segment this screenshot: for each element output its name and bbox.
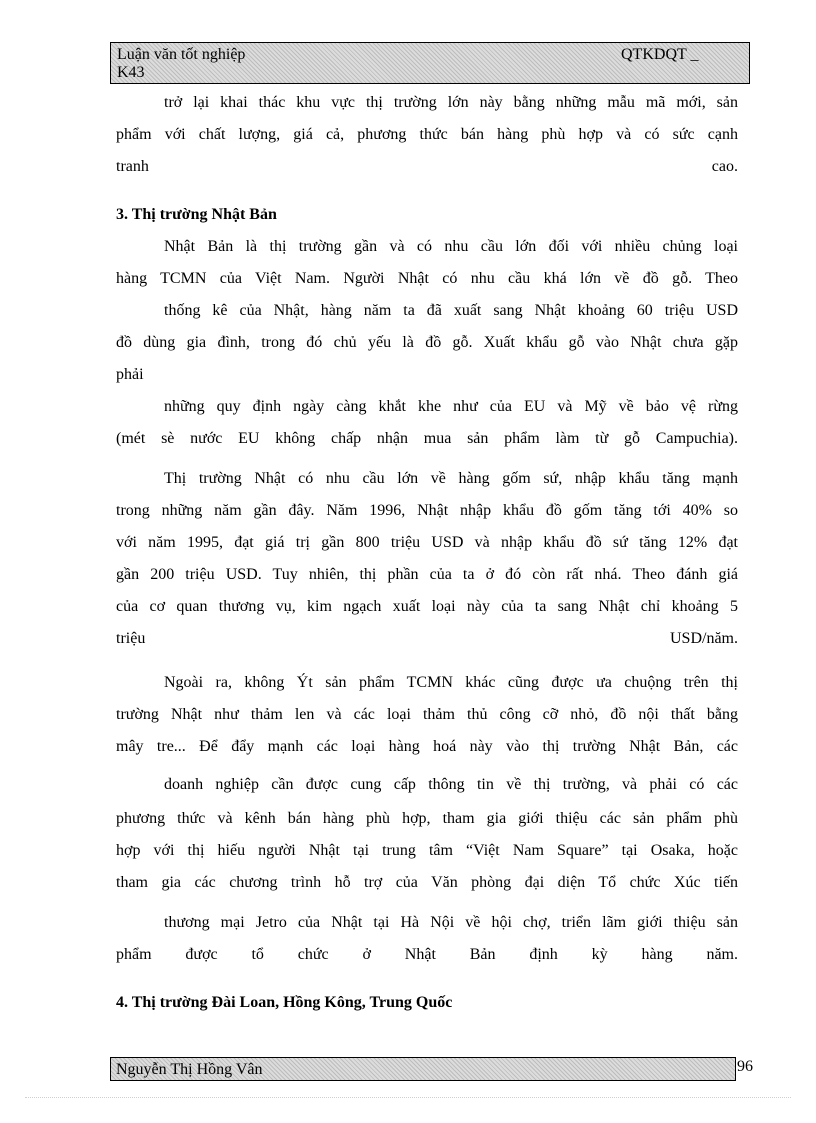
page-footer <box>110 1057 736 1081</box>
text-line: phẩm được tổ chức ở Nhật Bản định kỳ hàng năm. <box>116 946 738 963</box>
author-name: Nguyễn Thị Hồng Vân <box>116 1061 263 1078</box>
text-line: Nhật Bản là thị trường gần và có nhu cầu lớn đối với nhiều chủng loại <box>164 238 738 255</box>
text-line: trường Nhật như thảm len và các loại thảm thủ công cỡ nhỏ, đồ nội thất bằng <box>116 706 738 723</box>
text-line: tham gia các chương trình hỗ trợ của Văn phòng đại diện Tổ chức Xúc tiến <box>116 874 738 891</box>
text-line: Thị trường Nhật có nhu cầu lớn về hàng gốm sứ, nhập khẩu tăng mạnh <box>164 470 738 487</box>
text-line: của cơ quan thương vụ, kim ngạch xuất loại này của ta sang Nhật chỉ khoảng 5 <box>116 598 738 615</box>
page-number: 96 <box>737 1058 753 1075</box>
header-left <box>117 46 245 82</box>
text-line: mây tre... Để đẩy mạnh các loại hàng hoá này vào thị trường Nhật Bản, các <box>116 738 738 755</box>
text-fragment: tranh <box>116 158 149 175</box>
text-line: (mét sè nước EU không chấp nhận mua sản phẩm làm từ gỗ Campuchia). <box>116 430 738 447</box>
text-line: phải <box>116 366 144 383</box>
text-line: thương mại Jetro của Nhật tại Hà Nội về hội chợ, triển lãm giới thiệu sản <box>164 914 738 931</box>
text-line: hợp với thị hiếu người Nhật tại trung tâm “Việt Nam Square” tại Osaka, hoặc <box>116 842 738 859</box>
header-right: QTKDQT _ <box>621 46 699 63</box>
text-line: phẩm với chất lượng, giá cả, phương thức bán hàng phù hợp và có sức cạnh <box>116 126 738 143</box>
text-line: hàng TCMN của Việt Nam. Người Nhật có nhu cầu khá lớn về đồ gỗ. Theo <box>116 270 738 287</box>
text-fragment: USD/năm. <box>670 630 738 647</box>
text-line: thống kê của Nhật, hàng năm ta đã xuất sang Nhật khoảng 60 triệu USD <box>164 302 738 319</box>
text-fragment: cao. <box>711 158 738 175</box>
text-line: gần 200 triệu USD. Tuy nhiên, thị phần của ta ở đó còn rất nhá. Theo đánh giá <box>116 566 738 583</box>
header-class: K43 <box>117 64 145 81</box>
text-line: đồ dùng gia đình, trong đó chủ yếu là đồ gỗ. Xuất khẩu gỗ vào Nhật chưa gặp <box>116 334 738 351</box>
header-title: Luận văn tốt nghiệp <box>117 46 246 63</box>
text-line: Ngoài ra, không Ýt sản phẩm TCMN khác cũng được ưa chuộng trên thị <box>164 674 738 691</box>
text-line: doanh nghiệp cần được cung cấp thông tin về thị trường, và phải có các <box>164 776 738 793</box>
section-heading: 4. Thị trường Đài Loan, Hồng Kông, Trung Quốc <box>116 994 453 1011</box>
page-header <box>110 42 750 84</box>
text-line: trở lại khai thác khu vực thị trường lớn này bằng những mẫu mã mới, sản <box>164 94 738 111</box>
text-line: trong những năm gần đây. Năm 1996, Nhật nhập khẩu đồ gốm tăng tới 40% so <box>116 502 738 519</box>
text-line <box>116 629 738 649</box>
text-line: phương thức và kênh bán hàng phù hợp, tham gia giới thiệu các sản phẩm phù <box>116 810 738 827</box>
section-heading: 3. Thị trường Nhật Bản <box>116 206 277 223</box>
text-line: với năm 1995, đạt giá trị gần 800 triệu USD và nhập khẩu đồ sứ tăng 12% đạt <box>116 534 738 551</box>
text-fragment: triệu <box>116 630 146 647</box>
text-line <box>116 157 738 177</box>
divider <box>25 1097 791 1098</box>
text-line: những quy định ngày càng khắt khe như của EU và Mỹ về bảo vệ rừng <box>164 398 738 415</box>
